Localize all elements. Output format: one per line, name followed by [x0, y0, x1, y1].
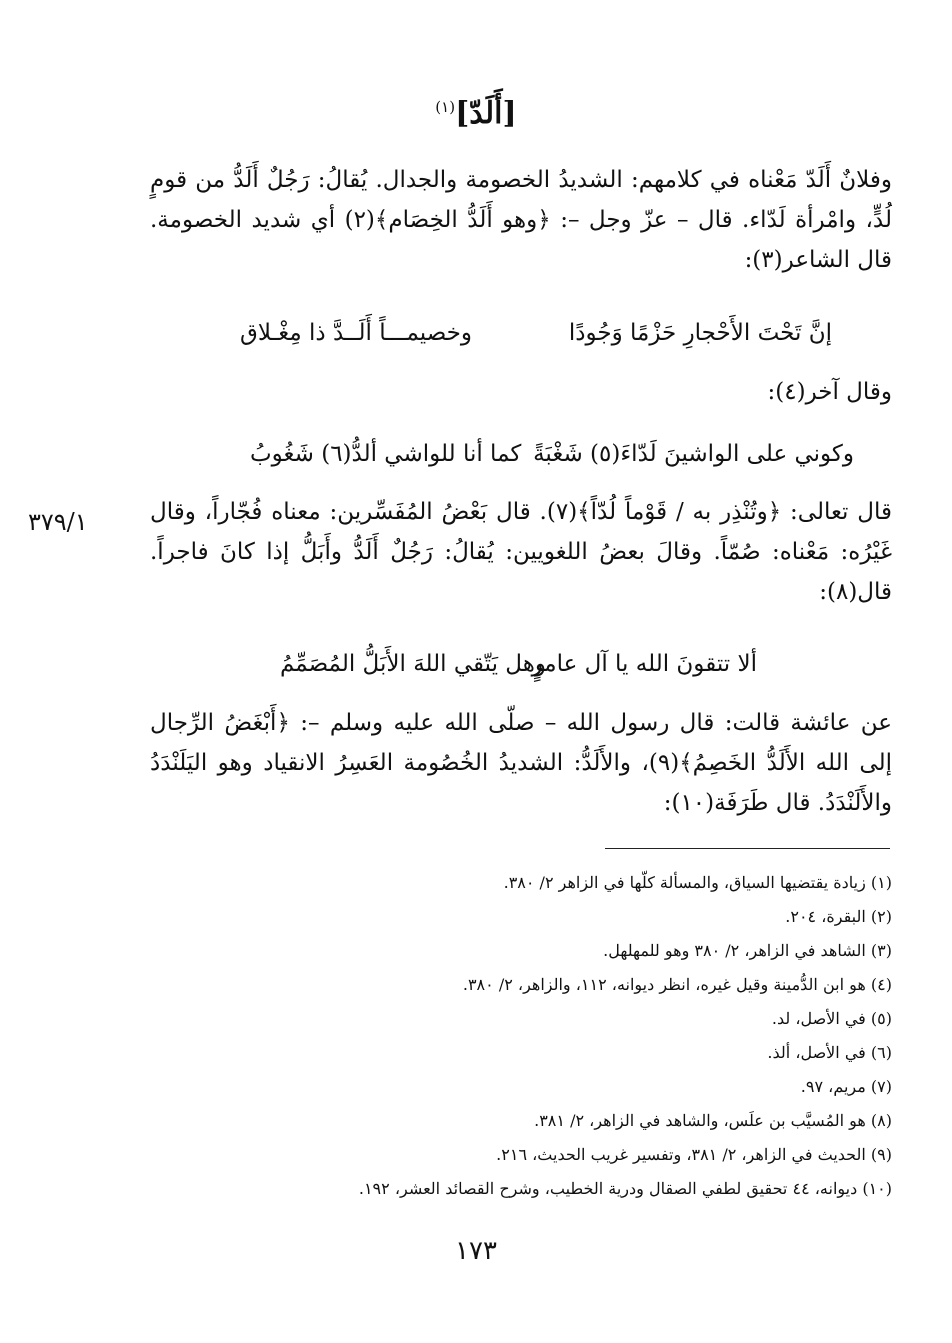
footnote-7: (٧) مريم، ٩٧.	[800, 1077, 892, 1096]
verse-2	[150, 432, 892, 476]
verse-1-second-hemistich: وخصيمـــاً أَلَــدَّ ذا مِغْـلاق	[240, 320, 472, 346]
paragraph-3: قال تعالى: ﴿وتُنْذِر به / قَوْماً لُدّاً﴾(٧). قال بَعْضُ المُفَسِّرين: معناه فُجّاراً، وقال غَيْرُه: مَعْناه: صُمّاً. وقالَ بعضُ اللغويين: يُقالُ: رَجُلٌ أَلَدُّ وأَبَلُّ إذا كانَ فاجراً. قال(٨):	[150, 499, 892, 605]
verse-1	[150, 311, 892, 355]
footnote-8: (٨) هو المُسيَّب بن علَس، والشاهد في الزاهر، ٢/ ٣٨١.	[534, 1111, 892, 1130]
verse-2-second-hemistich: كما أنا للواشي ألدُّ(٦) شَغُوبُ	[250, 441, 522, 467]
paragraph-1: وفلانٌ أَلَدّ مَعْناه في كلامهم: الشديدُ الخصومة والجدال. يُقالُ: رَجُلٌ أَلَدُّ من قومٍ لُدٍّ، وامْرأة لَدّاء. قال – عزّ وجل –: ﴿وهو أَلَدُّ الخِصَام﴾(٢) أي شديد الخصومة. قال الشاعر(٣):	[150, 167, 892, 273]
footnote-10: (١٠) ديوانه، ٤٤ تحقيق لطفي الصقال ودرية الخطيب، وشرح القصائد العشر، ١٩٢.	[358, 1179, 892, 1198]
footnote-2: (٢) البقرة، ٢٠٤.	[785, 907, 892, 926]
footnote-separator	[605, 848, 890, 849]
verse-3-second-hemistich: وهل يَتّقي اللهَ الأَبَلُّ المُصَمِّمُ	[280, 651, 546, 677]
footnote-5: (٥) في الأصل، لد.	[771, 1009, 892, 1028]
footnotes	[150, 866, 892, 1206]
heading-note-ref: (١)	[435, 98, 456, 116]
verse-2-first-hemistich: وكوني على الواشينَ لَدّاءَ(٥) شَغْبَةً	[533, 441, 854, 467]
paragraph-4: عن عائشة قالت: قال رسول الله – صلّى الله عليه وسلم –: ﴿أَبْغَضُ الرِّجال إلى الله الأَلَدُّ الخَصِمُ﴾(٩)، والأَلَدُّ: الشديدُ الخُصُومة العَسِرُ الانقياد وهو اليَلَنْدَدُ والأَلَنْدَدُ. قال طَرَفَة(١٠):	[150, 710, 892, 816]
verse-1-first-hemistich: إنَّ تَحْتَ الأَحْجارِ حَزْمًا وَجُودًا	[568, 320, 832, 346]
footnote-9: (٩) الحديث في الزاهر، ٢/ ٣٨١، وتفسير غريب الحديث، ٢١٦.	[496, 1145, 892, 1164]
paragraph-2: وقال آخر(٤):	[767, 379, 892, 405]
verse-3	[150, 642, 892, 686]
page-number: ١٧٣	[455, 1236, 497, 1266]
footnote-1: (١) زيادة يقتضيها السياق، والمسألة كلّها في الزاهر ٢/ ٣٨٠.	[503, 873, 892, 892]
entry-word: [أَلَدّ]	[455, 96, 517, 131]
footnote-6: (٦) في الأصل، ألذ.	[767, 1043, 892, 1062]
verse-3-first-hemistich: ألا تتقونَ الله يا آل عامرٍ	[531, 651, 757, 677]
entry-heading	[0, 96, 952, 131]
footnote-3: (٣) الشاهد في الزاهر، ٢/ ٣٨٠ وهو للمهلهل.	[603, 941, 892, 960]
margin-manuscript-ref: ٣٧٩/١	[28, 508, 88, 536]
footnote-4: (٤) هو ابن الدُّمينة وقيل غيره، انظر ديوانه، ١١٢، والزاهر، ٢/ ٣٨٠.	[462, 975, 892, 994]
